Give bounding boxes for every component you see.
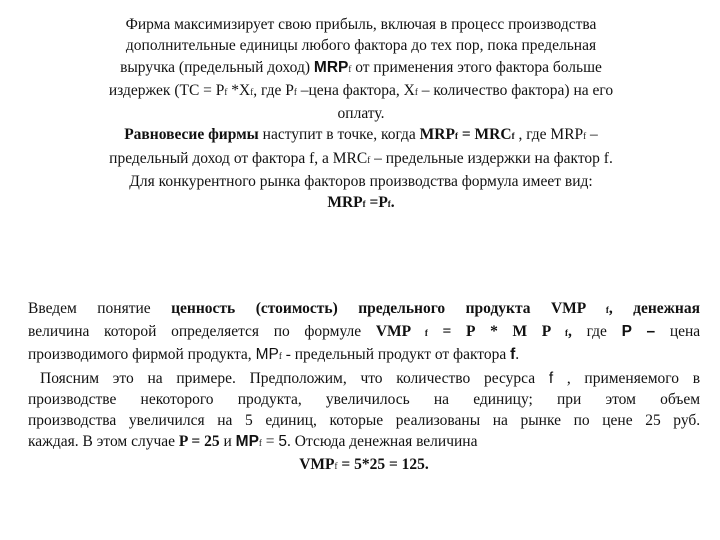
subscript: f — [424, 328, 428, 339]
word: увеличился — [128, 412, 205, 430]
word: , — [566, 369, 571, 387]
subscript: f — [362, 199, 366, 210]
word: которые — [329, 412, 384, 430]
text: каждая. В этом случае — [28, 433, 179, 451]
formula: . — [390, 194, 395, 212]
text: производимого фирмой продукта, — [28, 346, 256, 364]
word: на — [492, 412, 508, 430]
text-line — [28, 344, 700, 367]
word: величина — [28, 323, 90, 341]
word: цене — [602, 412, 633, 430]
word: = — [442, 323, 452, 341]
word: на — [433, 390, 450, 408]
text: оплату. — [337, 105, 385, 123]
word: объем — [660, 390, 701, 408]
word: которой — [104, 323, 157, 341]
mp-term — [513, 323, 572, 340]
word: продукта — [465, 300, 531, 317]
formula-line — [55, 192, 667, 215]
text: предельный доход от фактора f, а MRC — [109, 149, 368, 167]
subscript: f — [565, 328, 569, 339]
text-line — [28, 431, 700, 454]
text: наступит в точке, когда — [258, 126, 420, 144]
word: при — [556, 390, 582, 408]
text: выручка (предельный доход) — [120, 58, 314, 76]
text-line — [55, 124, 667, 147]
subscript: f — [348, 63, 352, 74]
word: по — [273, 323, 290, 341]
subscript: f — [224, 86, 228, 97]
word: это — [112, 369, 134, 387]
factor-symbol: f — [548, 369, 554, 387]
subscript: f — [605, 305, 609, 315]
subscript: f — [511, 131, 515, 142]
text: – количество фактора) на его — [417, 81, 614, 99]
word: этом — [605, 390, 636, 408]
word: рынке — [520, 412, 561, 430]
word: P — [466, 323, 476, 341]
word: примере. — [176, 369, 236, 387]
text-line — [55, 171, 667, 192]
word: количество — [396, 369, 471, 387]
text: – предельные издержки на фактор f. — [370, 149, 613, 167]
text: *X — [227, 81, 251, 99]
word: формуле — [304, 323, 362, 341]
text-line — [55, 57, 667, 80]
word: производства — [28, 412, 117, 430]
word: что — [360, 369, 383, 387]
text: Для конкурентного рынка факторов производства формула имеет вид: — [129, 173, 593, 191]
text: издержек (ТС = Р — [108, 81, 225, 99]
word: Введем — [28, 300, 77, 317]
subscript: f — [583, 131, 587, 142]
word: в — [692, 369, 701, 387]
word: ценность — [171, 300, 236, 317]
text: и — [219, 433, 236, 451]
subscript: f — [258, 438, 262, 449]
word: VMP — [375, 323, 411, 341]
subscript: f — [387, 199, 391, 210]
word: руб. — [673, 412, 701, 430]
subscript: f — [367, 154, 371, 165]
formula-line — [28, 454, 700, 477]
subscript: f — [293, 86, 297, 97]
subscript: f — [250, 86, 254, 97]
price-equation: P = 25 — [178, 433, 220, 451]
text: , где Р — [253, 81, 294, 99]
formula: = 5*25 = 125. — [337, 456, 429, 474]
word: увеличилось — [325, 390, 410, 408]
formula: MRP — [327, 194, 363, 212]
paragraph-profit-maximization — [55, 14, 667, 216]
word: * — [490, 323, 498, 341]
text: – — [586, 126, 598, 144]
word: на — [217, 412, 233, 430]
text-line — [55, 14, 667, 35]
text-line — [28, 410, 700, 431]
subscript: f — [278, 351, 282, 362]
text-line — [28, 368, 700, 389]
word: ресурса — [483, 369, 536, 387]
word: (стоимость) — [255, 300, 338, 317]
vmp-term — [376, 323, 428, 340]
word: производстве — [28, 390, 117, 408]
word: Поясним — [40, 369, 100, 387]
formula: =P — [365, 194, 388, 212]
text-line — [55, 103, 667, 124]
text: , где MRP — [514, 126, 584, 144]
word: P — [621, 323, 632, 341]
text: –цена фактора, Х — [296, 81, 415, 99]
mrc-term: = MRC — [457, 126, 512, 144]
mrp-term: MRP — [313, 58, 349, 76]
word: на — [147, 369, 163, 387]
word: – — [646, 323, 656, 341]
text: . Отсюда денежная величина — [287, 433, 478, 451]
word: где — [586, 323, 607, 341]
vmp-term — [551, 300, 613, 317]
word: , — [608, 300, 613, 317]
word: продукта, — [237, 390, 302, 408]
word: некоторого — [140, 390, 214, 408]
word: применяемого — [584, 369, 680, 387]
equilibrium-term: Равновесие фирмы — [124, 126, 259, 144]
word: единицу; — [473, 390, 533, 408]
word: реализованы — [395, 412, 481, 430]
text: = — [261, 433, 279, 451]
paragraph-vmp — [28, 298, 700, 478]
factor-symbol: f — [510, 346, 516, 364]
formula: VMP — [299, 456, 335, 474]
word: M P — [512, 323, 551, 341]
subscript: f — [334, 461, 338, 472]
subscript: f — [414, 86, 418, 97]
word: денежная — [633, 300, 700, 317]
word: , — [568, 323, 572, 341]
word: по — [573, 412, 590, 430]
text: Фирма максимизирует свою прибыль, включая в процесс производства — [125, 16, 597, 33]
text-line — [55, 80, 667, 103]
word: определяется — [171, 323, 260, 341]
word: VMP — [550, 300, 586, 317]
word: понятие — [97, 300, 151, 317]
text: от применения этого фактора больше — [351, 58, 602, 76]
text: - предельный продукт от фактора — [281, 346, 511, 364]
word: 5 — [244, 412, 253, 430]
mrp-term: MRP — [419, 126, 455, 144]
mp-term: MP — [235, 433, 259, 451]
text: . — [515, 346, 520, 364]
text-line — [28, 298, 700, 321]
word: цена — [669, 323, 701, 341]
text-line — [55, 35, 667, 56]
word: Предположим, — [249, 369, 347, 387]
word: предельного — [358, 300, 446, 317]
text-line — [28, 321, 700, 344]
text: дополнительные единицы любого фактора до тех пор, пока предельная — [125, 37, 597, 55]
value: 5 — [278, 433, 288, 451]
mp-term: MP — [255, 346, 279, 364]
text-line — [55, 148, 667, 171]
subscript: f — [454, 131, 458, 142]
word: 25 — [645, 412, 661, 430]
word: единиц, — [265, 412, 317, 430]
text-line — [28, 389, 700, 410]
